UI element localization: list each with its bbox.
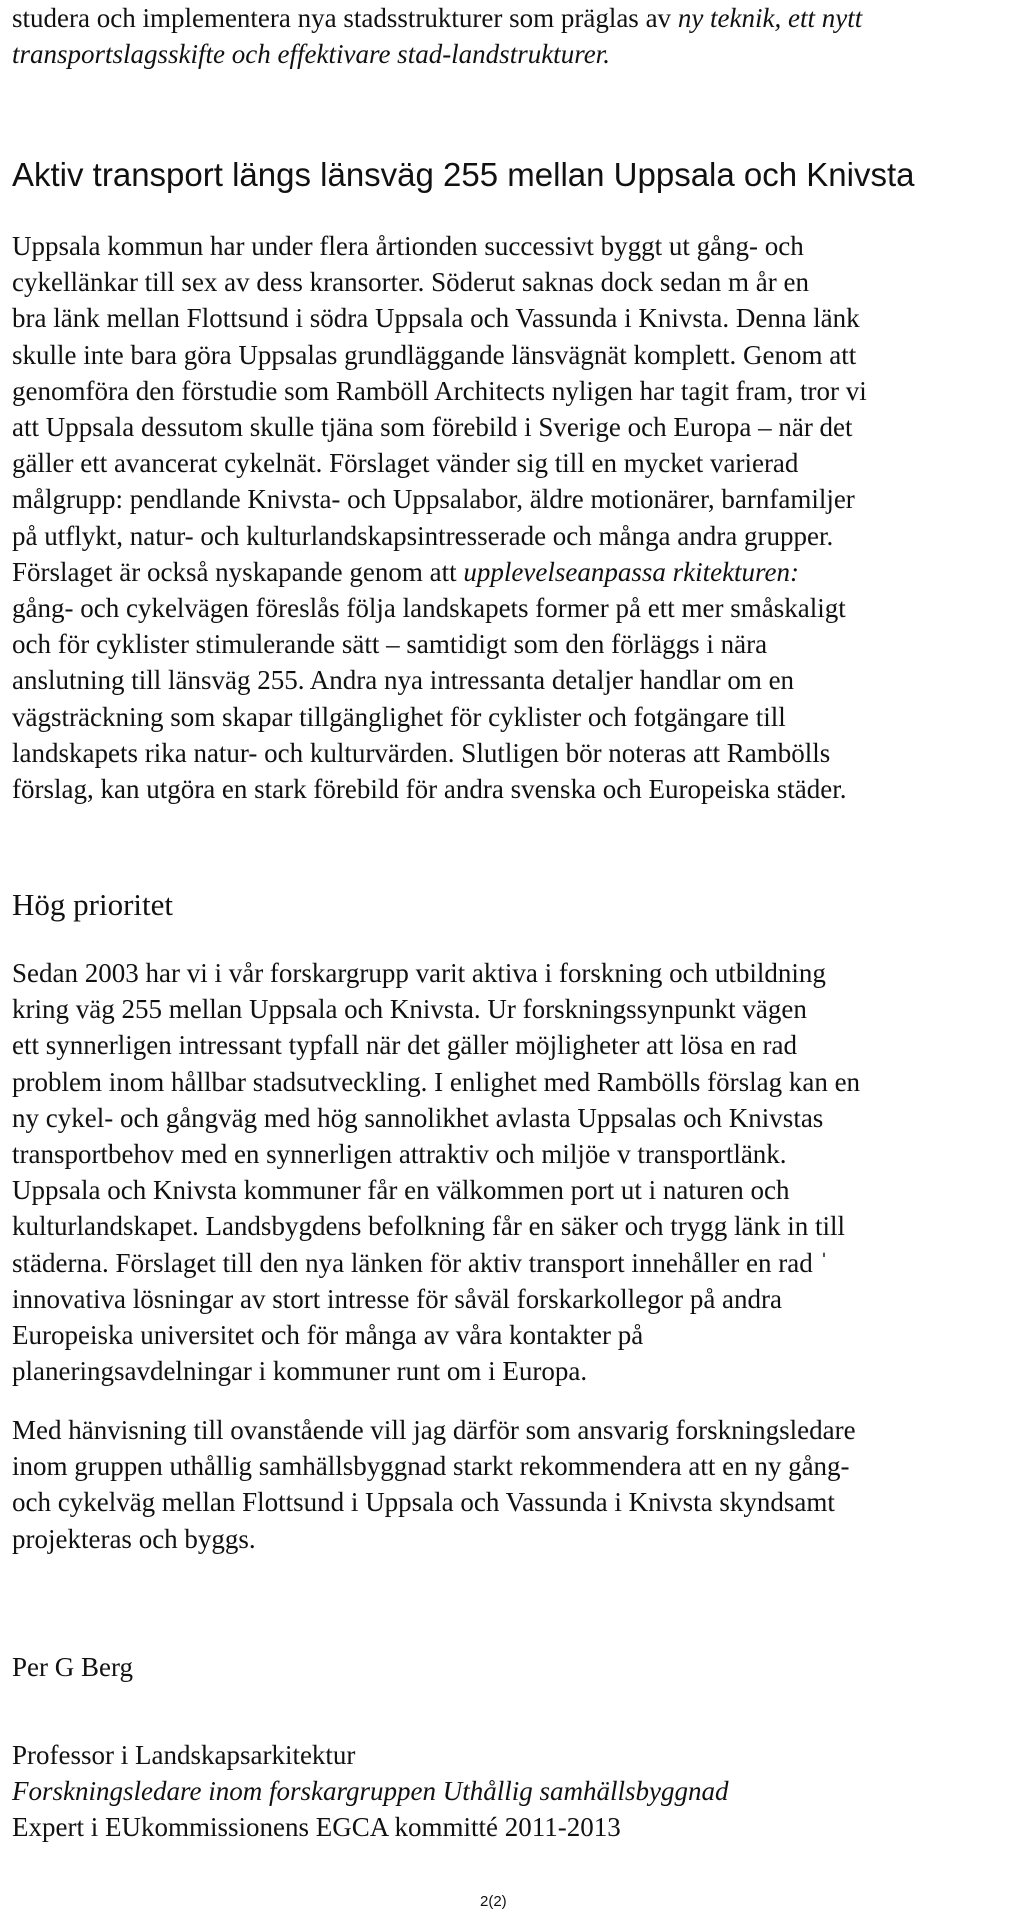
paragraph-line: skulle inte bara göra Uppsalas grundläggande länsvägnät komplett. Genom att [12, 339, 857, 370]
intro-line-2: transportslagsskifte och effektivare stad-landstrukturer. [12, 39, 610, 70]
signature-name: Per G Berg [12, 1652, 133, 1682]
paragraph-line: inom gruppen uthållig samhällsbyggnad starkt rekommendera att en ny gång- [12, 1451, 850, 1482]
intro-paragraph [12, 0, 1012, 72]
paragraph-line: Sedan 2003 har vi i vår forskargrupp varit aktiva i forskning och utbildning [12, 958, 826, 988]
signature-details [12, 1737, 1012, 1846]
section2-paragraph [12, 955, 1012, 1389]
paragraph-line: på utflykt, natur- och kulturlandskapsintresserade och många andra grupper. [12, 520, 834, 551]
paragraph-line: städerna. Förslaget till den nya länken för aktiv transport innehåller en rad ˈ [12, 1247, 829, 1278]
paragraph-line: och för cyklister stimulerande sätt – samtidigt som den förläggs i nära [12, 629, 768, 660]
section-heading-active-transport: Aktiv transport längs länsväg 255 mellan Uppsala och Knivsta [12, 156, 915, 193]
paragraph-line: Förslaget är också nyskapande genom att upplevelseanpassa rkitekturen: [12, 556, 800, 587]
signature-role: Forskningsledare inom forskargruppen Uthållig samhällsbyggnad [12, 1776, 729, 1807]
paragraph-line: förslag, kan utgöra en stark förebild för andra svenska och Europeiska städer. [12, 774, 847, 805]
section1-paragraph [12, 228, 1012, 807]
paragraph-line: problem inom hållbar stadsutveckling. I enlighet med Rambölls förslag kan en [12, 1066, 861, 1097]
paragraph-line: gäller ett avancerat cykelnät. Förslaget vänder sig till en mycket varierad [12, 448, 799, 479]
paragraph-line: vägsträckning som skapar tillgänglighet för cyklister och fotgängare till [12, 701, 786, 732]
paragraph-line: och cykelväg mellan Flottsund i Uppsala och Vassunda i Knivsta skyndsamt [12, 1487, 835, 1518]
paragraph-line: gång- och cykelvägen föreslås följa landskapets former på ett mer småskaligt [12, 593, 846, 624]
paragraph-line: ett synnerligen intressant typfall när det gäller möjligheter att lösa en rad [12, 1030, 797, 1061]
paragraph-line: Europeiska universitet och för många av våra kontakter på [12, 1320, 644, 1351]
paragraph-line: Med hänvisning till ovanstående vill jag därför som ansvarig forskningsledare [12, 1415, 856, 1445]
paragraph-line: kring väg 255 mellan Uppsala och Knivsta. Ur forskningssynpunkt vägen [12, 994, 807, 1025]
paragraph-line: innovativa lösningar av stort intresse för såväl forskarkollegor på andra [12, 1283, 783, 1314]
paragraph-line: Uppsala och Knivsta kommuner får en välkommen port ut i naturen och [12, 1175, 790, 1206]
signature-expert: Expert i EUkommissionens EGCA kommitté 2011-2013 [12, 1812, 621, 1843]
paragraph-line: bra länk mellan Flottsund i södra Uppsala och Vassunda i Knivsta. Denna länk [12, 303, 860, 334]
conclusion-paragraph [12, 1412, 1012, 1557]
paragraph-line: cykellänkar till sex av dess kransorter. Söderut saknas dock sedan m år en [12, 267, 810, 298]
paragraph-line: målgrupp: pendlande Knivsta- och Uppsalabor, äldre motionärer, barnfamiljer [12, 484, 855, 515]
paragraph-line: genomföra den förstudie som Ramböll Architects nyligen har tagit fram, tror vi [12, 375, 867, 406]
intro-line-1: studera och implementera nya stadsstrukturer som präglas av ny teknik, ett nytt [12, 3, 863, 33]
paragraph-line: transportbehov med en synnerligen attraktiv och miljöe v transportlänk. [12, 1139, 787, 1170]
paragraph-line: kulturlandskapet. Landsbygdens befolkning får en säker och trygg länk in till [12, 1211, 846, 1242]
paragraph-line: Uppsala kommun har under flera årtionden successivt byggt ut gång- och [12, 231, 804, 261]
section-heading-high-priority: Hög prioritet [12, 887, 173, 922]
signature-title: Professor i Landskapsarkitektur [12, 1740, 356, 1770]
paragraph-line: landskapets rika natur- och kulturvärden. Slutligen bör noteras att Rambölls [12, 737, 831, 768]
paragraph-line: planeringsavdelningar i kommuner runt om i Europa. [12, 1356, 588, 1387]
paragraph-line: anslutning till länsväg 255. Andra nya intressanta detaljer handlar om en [12, 665, 795, 696]
paragraph-line: att Uppsala dessutom skulle tjäna som förebild i Sverige och Europa – när det [12, 412, 853, 443]
page-number: 2(2) [480, 1893, 507, 1910]
signature-name-block [12, 1649, 1012, 1685]
paragraph-line: ny cykel- och gångväg med hög sannolikhet avlasta Uppsalas och Knivstas [12, 1102, 824, 1133]
paragraph-line: projekteras och byggs. [12, 1523, 256, 1554]
